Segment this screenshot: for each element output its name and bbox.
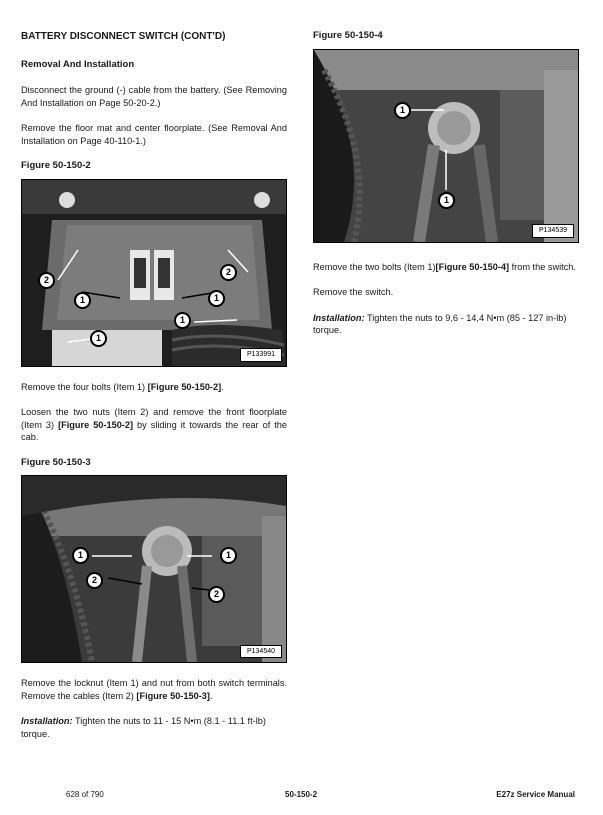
- callout-1: 1: [174, 312, 191, 329]
- callout-1: 1: [90, 330, 107, 347]
- subsection-heading: Removal And Installation: [21, 58, 135, 70]
- callout-1: 1: [208, 290, 225, 307]
- callout-1: 1: [220, 547, 237, 564]
- figure-code: P134540: [240, 645, 282, 658]
- callout-1: 1: [74, 292, 91, 309]
- callout-1: 1: [438, 192, 455, 209]
- paragraph-floor-mat: Remove the floor mat and center floorplate. (See Removal And Installation on Page 40-110-1.): [21, 123, 287, 146]
- manual-title: E27z Service Manual: [496, 790, 575, 799]
- switch-bolts-photo-graphic: [314, 50, 578, 242]
- paragraph-remove-switch-bolts: Remove the two bolts (Item 1)[Figure 50-150-4] from the switch.: [313, 261, 576, 272]
- paragraph-installation: Installation: Tighten the nuts to 11 - 15 N•m (8.1 - 11.1 ft-lb) torque.: [21, 716, 266, 739]
- callout-1: 1: [72, 547, 89, 564]
- paragraph-remove-locknut: Remove the locknut (Item 1) and nut from both switch terminals. Remove the cables (Item 2) [Figure 50-150-3].: [21, 678, 287, 701]
- paragraph-installation: Installation: Tighten the nuts to 9,6 - 14,4 N•m (85 - 127 in-lb) torque.: [313, 312, 567, 336]
- figure-50-150-3-photo: [21, 475, 287, 663]
- section-heading: BATTERY DISCONNECT SWITCH (CONT'D): [21, 31, 226, 42]
- callout-2: 2: [220, 264, 237, 281]
- paragraph-disconnect: Disconnect the ground (-) cable from the battery. (See Removing And Installation on Page 50-20-2.): [21, 85, 287, 108]
- callout-1: 1: [394, 102, 411, 119]
- left-column: [21, 30, 287, 753]
- figure-50-150-4-photo: [313, 49, 579, 243]
- paragraph-remove-bolts: Remove the four bolts (Item 1) [Figure 50-150-2].: [21, 381, 224, 392]
- switch-terminals-photo-graphic: [22, 476, 286, 662]
- figure-code: P134539: [532, 224, 574, 237]
- figure-50-150-4-title: Figure 50-150-4: [313, 30, 383, 41]
- figure-code: P133991: [240, 348, 282, 361]
- right-column: [313, 30, 579, 350]
- callout-2: 2: [38, 272, 55, 289]
- page-count: 628 of 790: [66, 790, 104, 799]
- figure-50-150-3-title: Figure 50-150-3: [21, 456, 91, 468]
- figure-50-150-2-photo: [21, 179, 287, 367]
- callout-2: 2: [86, 572, 103, 589]
- paragraph-loosen-nuts: Loosen the two nuts (Item 2) and remove the front floorplate (Item 3) [Figure 50-150-2] by sliding it towards the rear of the cab.: [21, 407, 288, 443]
- callout-2: 2: [208, 586, 225, 603]
- page-number: 50-150-2: [285, 790, 318, 799]
- figure-50-150-2-title: Figure 50-150-2: [21, 160, 91, 171]
- floorplate-photo-graphic: [22, 180, 286, 366]
- paragraph-remove-switch: Remove the switch.: [313, 287, 394, 298]
